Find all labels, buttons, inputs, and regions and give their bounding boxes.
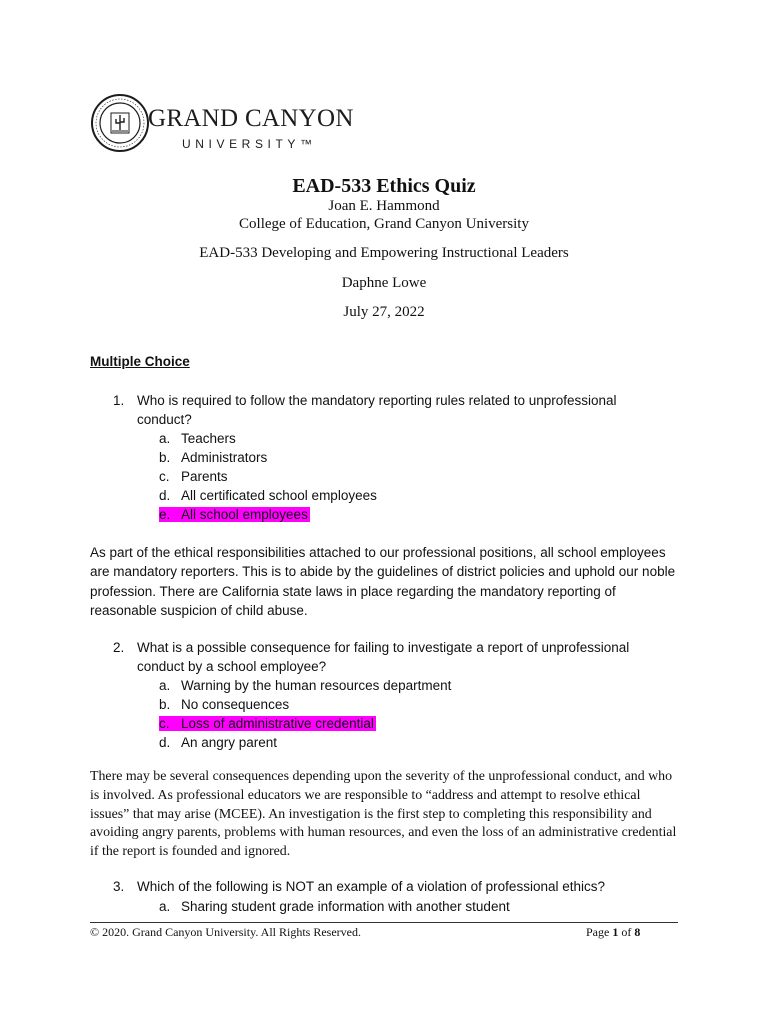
university-logo [90,93,354,155]
answer-explanation-2: There may be several consequences depending upon the severity of the unprofessional conduct, and who is involved. As professional educators we are responsible to “address and attempt to resolve ethical issues” that may arise (MCEE). An investigation is the first step to completing this responsibility and avoiding angry parents, problems with human resources, and even the loss of an administrative credential if the report is founded and ignored. [90,769,677,860]
brand-subtitle: UNIVERSITY™ [182,137,317,151]
option-2b: b. No consequences [159,697,290,712]
document-date: July 27, 2022 [343,304,425,320]
question-3-options [159,897,510,916]
instructor-name: Daphne Lowe [341,275,427,291]
question-number: 1. [113,393,125,408]
option-1b: b. Administrators [159,450,268,465]
option-1e-highlighted [159,505,377,524]
question-text: What is a possible consequence for failing to investigate a report of unprofessional conduct by a school employee? [137,640,630,674]
page-title: EAD-533 Ethics Quiz [292,175,476,197]
affiliation: College of Education, Grand Canyon University [239,216,529,232]
footer-divider [90,922,678,923]
option-2a: a. Warning by the human resources department [159,678,452,693]
course-name: EAD-533 Developing and Empowering Instructional Leaders [199,245,569,261]
question-text: Which of the following is NOT an example of a violation of professional ethics? [137,879,605,894]
option-2c-highlighted [159,714,451,733]
answer-explanation-1: As part of the ethical responsibilities attached to our professional positions, all school employees are mandatory reporters. This is to abide by the guidelines of district policies and uphold our noble profession. There are California state laws in place regarding the mandatory reporting of reasonable suspicion of child abuse. [90,545,676,618]
question-number: 3. [113,879,125,894]
answer-highlight: e. All school employees [159,507,308,522]
university-seal-icon [90,93,150,153]
brand-name: GRAND CANYON [148,105,354,132]
option-2d: d. An angry parent [159,735,278,750]
answer-highlight: c. Loss of administrative credential [159,716,374,731]
question-number: 2. [113,640,125,655]
question-text: Who is required to follow the mandatory reporting rules related to unprofessional conduct? [137,393,617,427]
section-heading: Multiple Choice [90,354,190,369]
question-1-options [159,429,377,524]
author-name: Joan E. Hammond [328,198,440,214]
option-1a: a. Teachers [159,431,236,446]
footer-copyright: © 2020. Grand Canyon University. All Rights Reserved. [90,925,361,939]
page-number: Page 1 of 8 [586,925,641,939]
question-2-options [159,676,451,752]
option-1d: d. All certificated school employees [159,488,377,503]
option-1c: c. Parents [159,469,228,484]
option-3a: a. Sharing student grade information with another student [159,899,510,914]
